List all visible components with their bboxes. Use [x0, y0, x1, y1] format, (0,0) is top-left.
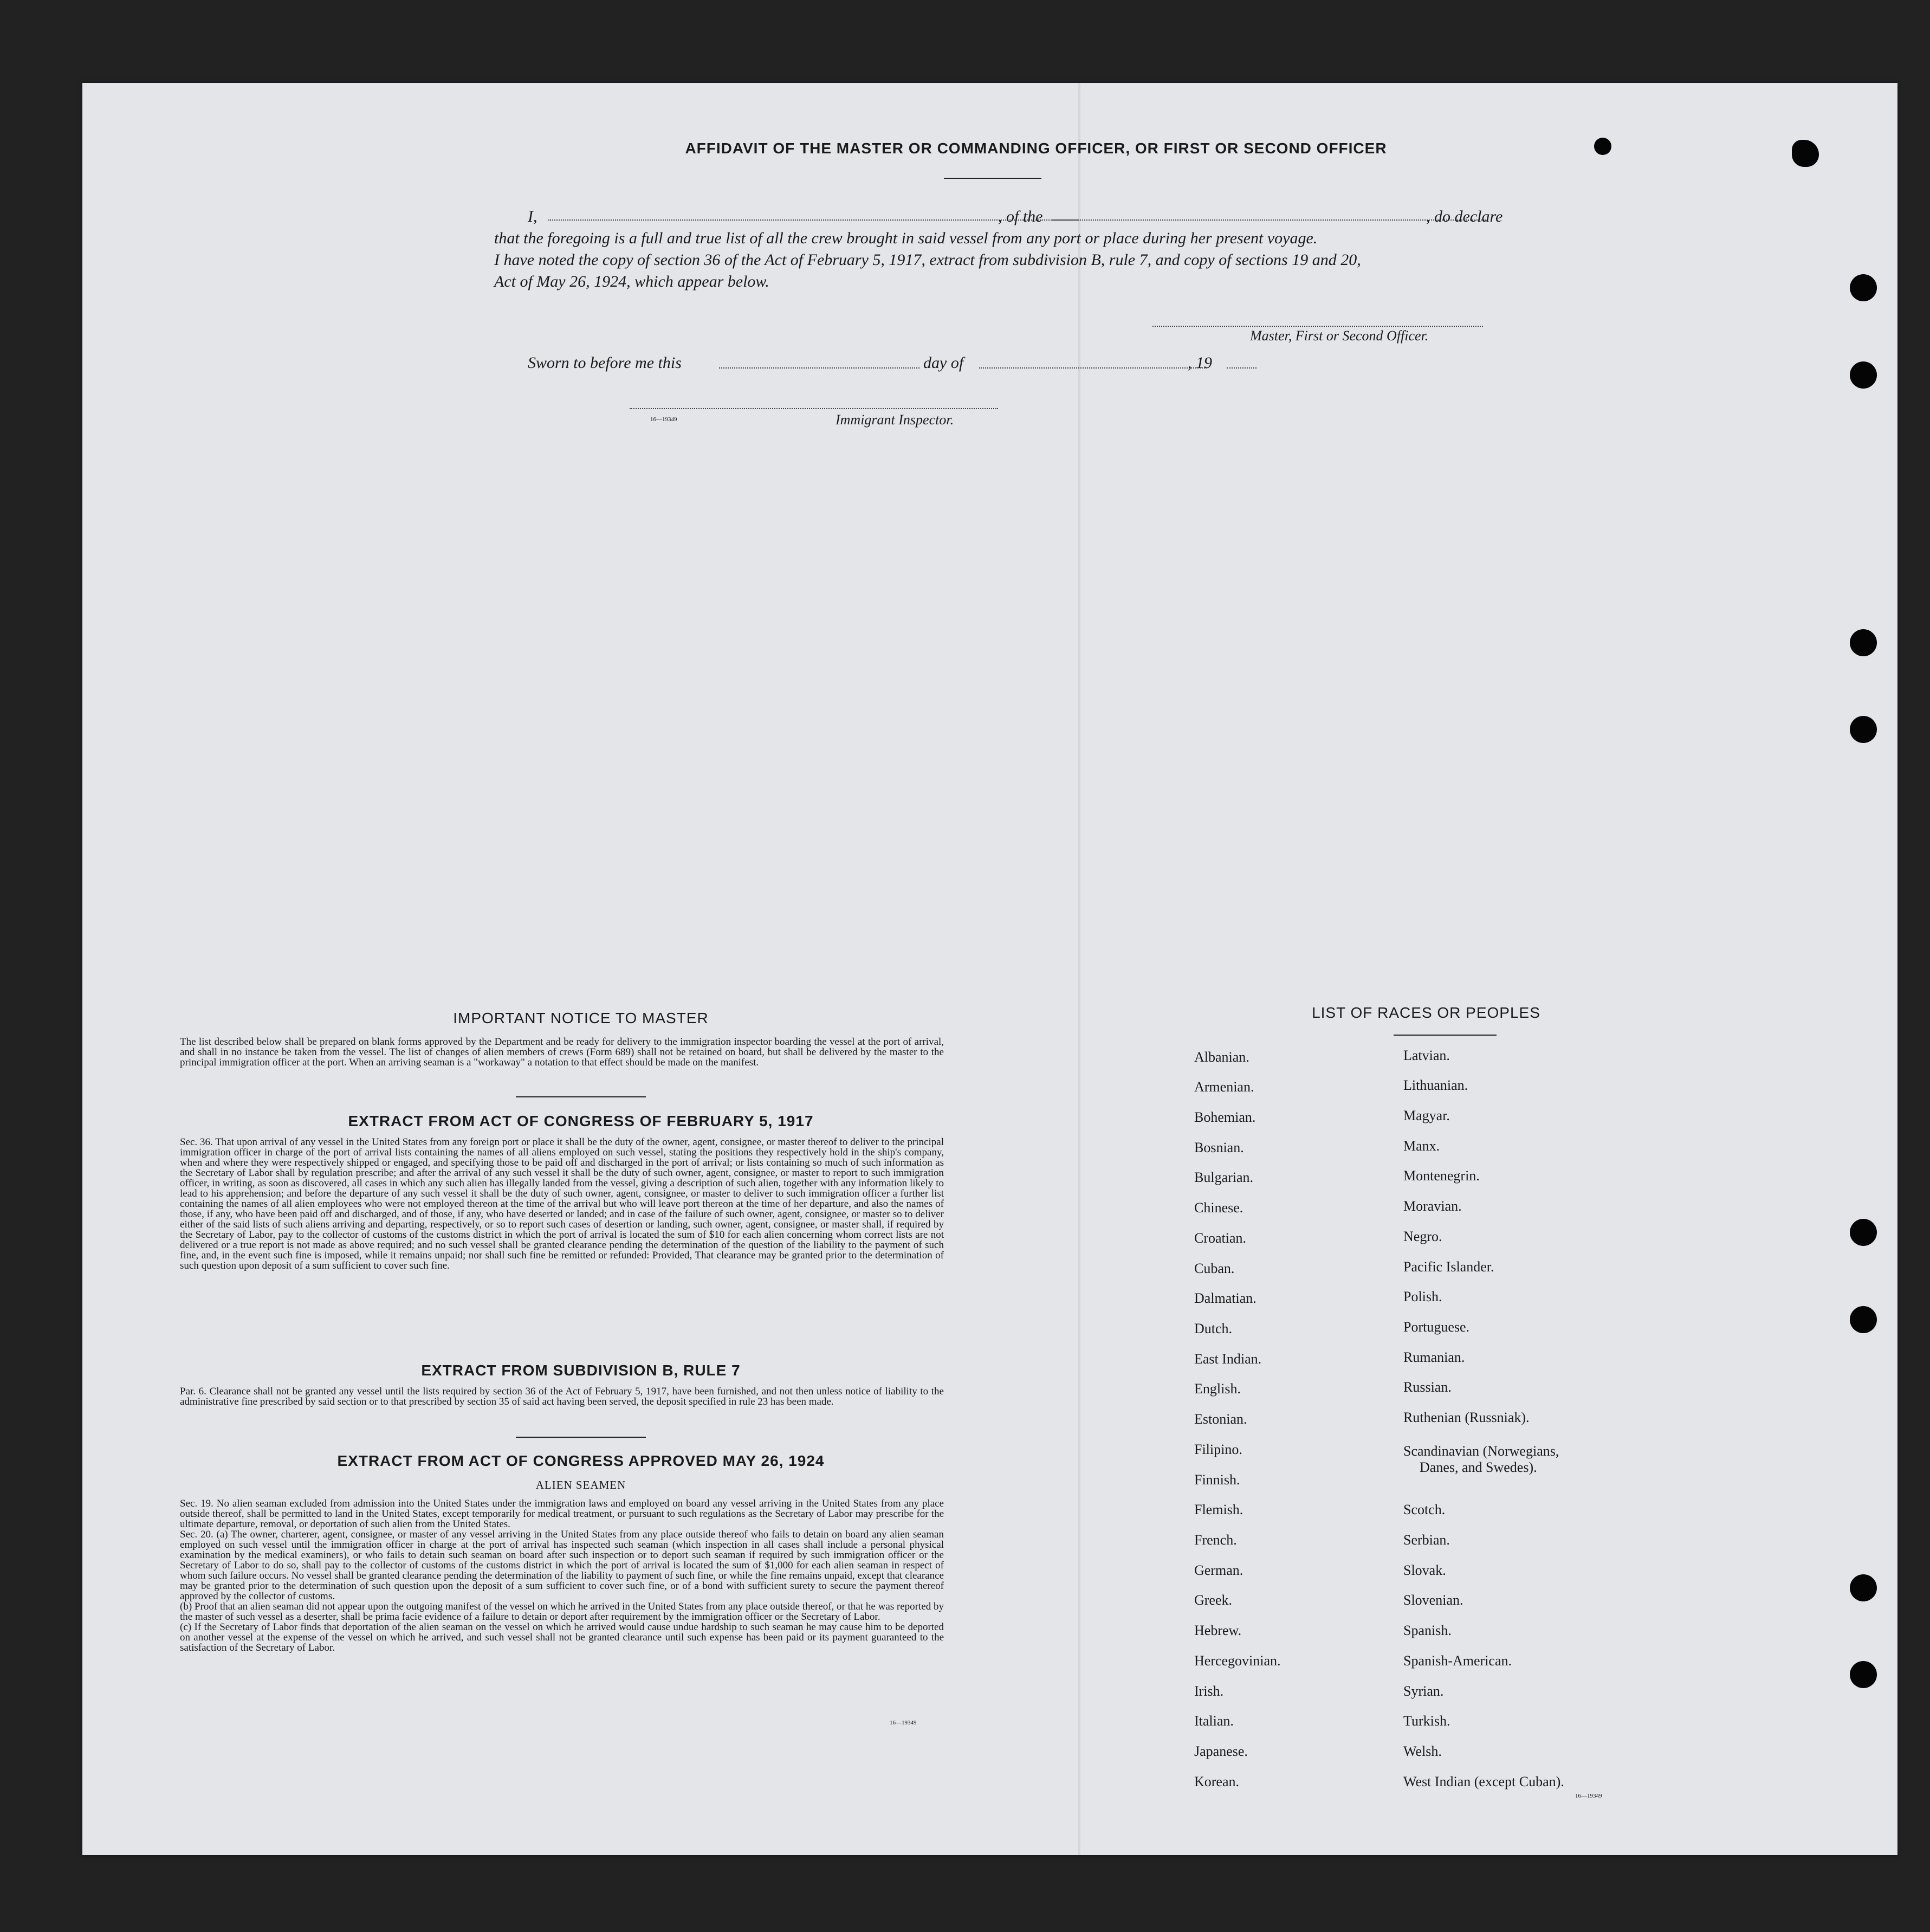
race-item: Cuban. [1194, 1261, 1235, 1276]
race-item: Scotch. [1403, 1502, 1446, 1517]
race-item: Turkish. [1403, 1713, 1450, 1729]
affidavit-line4: Act of May 26, 1924, which appear below. [494, 273, 769, 290]
sec-19-text: Sec. 19. No alien seaman excluded from admission into the United States under the immigration laws and employed on board any vessel arriving in the United States from any place outside thereof, shall be permitted to land in the United States, except temporarily for medical treatment, or pursuant to such regulations as the Secretary of Labor may prescribe for the ultimate departure, removal, or deportation of such alien from the United States. [180, 1498, 944, 1530]
race-item: German. [1194, 1562, 1244, 1578]
race-item: Bulgarian. [1194, 1169, 1254, 1185]
affidavit-line2: that the foregoing is a full and true list of all the crew brought in said vessel from any port or place during her present voyage. [494, 229, 1318, 247]
race-item: Chinese. [1194, 1200, 1244, 1216]
race-item: Welsh. [1403, 1743, 1442, 1759]
race-item: Russian. [1403, 1379, 1452, 1395]
punch-hole [1850, 629, 1877, 656]
affidavit-declare: , do declare [1426, 208, 1503, 225]
inspector-line[interactable] [630, 408, 998, 409]
race-item: Filipino. [1194, 1442, 1242, 1457]
signature-label: Master, First or Second Officer. [1250, 328, 1429, 344]
affidavit-title: AFFIDAVIT OF THE MASTER OR COMMANDING OFFICER, OR FIRST OR SECOND OFFICER [685, 140, 1387, 157]
race-item: Dalmatian. [1194, 1290, 1257, 1306]
races-title-rule [1394, 1035, 1497, 1036]
punch-hole [1792, 140, 1819, 167]
sworn-month-blank[interactable] [979, 367, 1207, 369]
race-item: Slovenian. [1403, 1592, 1463, 1608]
page-fold [1078, 83, 1080, 1855]
race-item: Bohemian. [1194, 1109, 1256, 1125]
affidavit-line3: I have noted the copy of section 36 of the Act of February 5, 1917, extract from subdivision B, rule 7, and copy of sections 19 and 20, [494, 251, 1361, 269]
race-item: Bosnian. [1194, 1140, 1244, 1155]
sec-20c-text: (c) If the Secretary of Labor finds that deportation of the alien seaman on the vessel on which he arrived would cause undue hardship to such seaman he may cause him to be deported on another vessel at the expense of the vessel on which he arrived, and such vessel shall not be granted clearance until such expense has been paid or its payment guaranteed to the satisfaction of the Secretary of Labor. [180, 1621, 944, 1653]
race-item: Korean. [1194, 1774, 1240, 1789]
race-item: Spanish-American. [1403, 1653, 1512, 1669]
rule7-rule [516, 1437, 646, 1438]
punch-hole [1850, 1574, 1877, 1601]
punch-hole [1594, 138, 1611, 155]
race-item: Scandinavian (Norwegians, [1403, 1443, 1559, 1459]
race-item: Rumanian. [1403, 1349, 1465, 1365]
rule7-title: EXTRACT FROM SUBDIVISION B, RULE 7 [421, 1362, 741, 1379]
form-page [82, 83, 1897, 1855]
affidavit-of-the: , of the [998, 208, 1043, 225]
race-item: Syrian. [1403, 1683, 1444, 1699]
race-item: West Indian (except Cuban). [1403, 1774, 1564, 1789]
race-item: Croatian. [1194, 1230, 1247, 1246]
race-item: Japanese. [1194, 1743, 1248, 1759]
sworn-year: , 19 [1188, 354, 1212, 372]
sworn-prefix: Sworn to before me this [528, 354, 682, 372]
extract-1917-text: Sec. 36. That upon arrival of any vessel in the United States from any foreign port or place it shall be the duty of the owner, agent, consignee, or master thereof to deliver to the principal immigration officer in charge of the port of arrival lists containing the names of all aliens employed on such vessel, stating the positions they respectively hold in the ship's company, when and where they were respectively shipped or engaged, and specifying those to be paid off and discharged in the port of arrival; or lists containing so much of such information as the Secretary of Labor shall by regulation prescribe; and after the arrival of any such vessel it shall be the duty of such owner, agent, consignee, or master to report to such immigration officer, in writing, as soon as discovered, all cases in which any such alien has illegally landed from the vessel, giving a description of such alien, together with any information likely to lead to his apprehension; and before the departure of any such vessel it shall be the duty of such owner, agent, consignee, or master to deliver to such immigration officer a further list containing the names of all alien employees who were not employed thereon at the time of the arrival but who will leave port thereon at the time of her departure, and also the names of those, if any, who have been paid off and discharged, and of those, if any, who have deserted or landed; and in case of the failure of such owner, agent, consignee, or master so to deliver either of the said lists of such aliens arriving and departing, respectively, or so to report such cases of desertion or landing, such owner, agent, consignee, or master shall, if required by the Secretary of Labor, pay to the collector of customs of the customs district in which the port of arrival is located the sum of $10 for each alien concerning whom correct lists are not delivered or a true report is not made as above required; and no such vessel shall be granted clearance pending the determination of the question of the liability to the payment of such fine, and, in the event such fine is imposed, while it remains unpaid; nor shall such fine be remitted or refunded: Provided, That clearance may be granted prior to the determination of such question upon deposit of a sum sufficient to cover such fine. [180, 1136, 944, 1271]
sec-20a-text: Sec. 20. (a) The owner, charterer, agent, consignee, or master of any vessel arriving in the United States from any place outside thereof who fails to detain on board any alien seaman employed on such vessel until the immigration officer in charge at the port of arrival has inspected such seaman (which inspection in all cases shall include a personal physical examination by the medical examiners), or who fails to detain such seaman on board after such inspection or to deport such seaman if required by such immigration officer or the Secretary of Labor to do so, shall pay to the collector of customs of the customs district in which the port of arrival is located the sum of $1,000 for each alien seaman in respect of whom such failure occurs. No vessel shall be granted clearance pending the determination of the liability to payment of such fine, or while the fine remains unpaid, except that clearance may be granted prior to the determination of such question upon the deposit of a sum sufficient to cover such fine, or of a bond with sufficient surety to secure the payment thereof approved by the collector of customs. [180, 1529, 944, 1602]
sworn-year-blank[interactable] [1227, 367, 1257, 369]
race-item: Lithuanian. [1403, 1077, 1468, 1093]
extract-1917-title: EXTRACT FROM ACT OF CONGRESS OF FEBRUARY 5, 1917 [348, 1113, 814, 1129]
race-item: Manx. [1403, 1138, 1440, 1154]
punch-hole [1850, 716, 1877, 743]
race-item: Polish. [1403, 1289, 1442, 1304]
race-item: Serbian. [1403, 1532, 1450, 1548]
extract-form-number: 16—19349 [890, 1720, 917, 1726]
affidavit-form-number: 16—19349 [650, 416, 677, 423]
race-item: Irish. [1194, 1683, 1224, 1699]
punch-hole [1850, 1219, 1877, 1246]
race-item: Latvian. [1403, 1048, 1450, 1063]
race-item: Portuguese. [1403, 1319, 1470, 1335]
race-item: Flemish. [1194, 1502, 1244, 1517]
race-item: Hercegovinian. [1194, 1653, 1281, 1669]
sworn-day-blank[interactable] [719, 367, 919, 369]
race-item: Montenegrin. [1403, 1168, 1480, 1184]
punch-hole [1850, 274, 1877, 301]
race-item: Dutch. [1194, 1321, 1233, 1336]
race-item: English. [1194, 1381, 1241, 1397]
races-form-number: 16—19349 [1575, 1793, 1602, 1799]
notice-title: IMPORTANT NOTICE TO MASTER [453, 1010, 709, 1026]
race-item: Slovak. [1403, 1562, 1446, 1578]
race-item: Albanian. [1194, 1049, 1249, 1065]
extract-1924-subtitle: ALIEN SEAMEN [535, 1478, 626, 1491]
affidavit-i: I, [528, 208, 537, 225]
vessel-blank[interactable] [1052, 219, 1486, 221]
race-item: Moravian. [1403, 1198, 1462, 1214]
notice-text: The list described below shall be prepared on blank forms approved by the Department and be ready for delivery to the immigration inspector boarding the vessel at the port of arrival, and shall in no instance be taken from the vessel. The list of changes of alien members of crews (Form 689) shall not be retained on board, but shall be delivered by the master to the principal immigration officer at the port. When an arriving seaman is a "workaway" a notation to that effect should be made on the manifest. [180, 1036, 944, 1068]
race-item: Estonian. [1194, 1411, 1247, 1427]
punch-hole [1850, 361, 1877, 389]
race-item: East Indian. [1194, 1351, 1262, 1367]
race-item: Ruthenian (Russniak). [1403, 1410, 1530, 1425]
punch-hole [1850, 1661, 1877, 1688]
notice-rule [516, 1096, 646, 1097]
extract-1924-title: EXTRACT FROM ACT OF CONGRESS APPROVED MAY 26, 1924 [337, 1452, 825, 1469]
races-title: LIST OF RACES OR PEOPLES [1312, 1004, 1540, 1021]
race-item: Armenian. [1194, 1079, 1254, 1095]
punch-hole [1850, 1306, 1877, 1333]
race-item: Danes, and Swedes). [1420, 1459, 1537, 1475]
race-item: Hebrew. [1194, 1623, 1242, 1638]
race-item: Pacific Islander. [1403, 1259, 1494, 1275]
extract-1924-body [180, 1498, 944, 1653]
race-item: Greek. [1194, 1592, 1233, 1608]
race-item: Finnish. [1194, 1472, 1240, 1488]
race-item: French. [1194, 1532, 1237, 1548]
race-item: Negro. [1403, 1229, 1442, 1244]
sec-20b-text: (b) Proof that an alien seaman did not appear upon the outgoing manifest of the vessel on which he arrived in the United States from any place outside thereof, or that he was reported by the master of such vessel as a deserter, shall be prima facie evidence of a failure to detain or deport after requirement by the immigration officer or the Secretary of Labor. [180, 1601, 944, 1623]
race-item: Italian. [1194, 1713, 1234, 1729]
rule7-text: Par. 6. Clearance shall not be granted any vessel until the lists required by section 36 of the Act of February 5, 1917, have been furnished, and not then unless notice of liability to the administrative fine prescribed by said section or to that prescribed by section 35 of said act having been served, the deposit specified in rule 23 has been made. [180, 1386, 944, 1407]
inspector-label: Immigrant Inspector. [836, 412, 954, 428]
race-item: Spanish. [1403, 1623, 1452, 1638]
signature-line[interactable] [1152, 326, 1483, 327]
affidavit-title-rule [944, 178, 1041, 179]
sworn-day-of: day of [923, 354, 964, 372]
race-item: Magyar. [1403, 1108, 1450, 1123]
